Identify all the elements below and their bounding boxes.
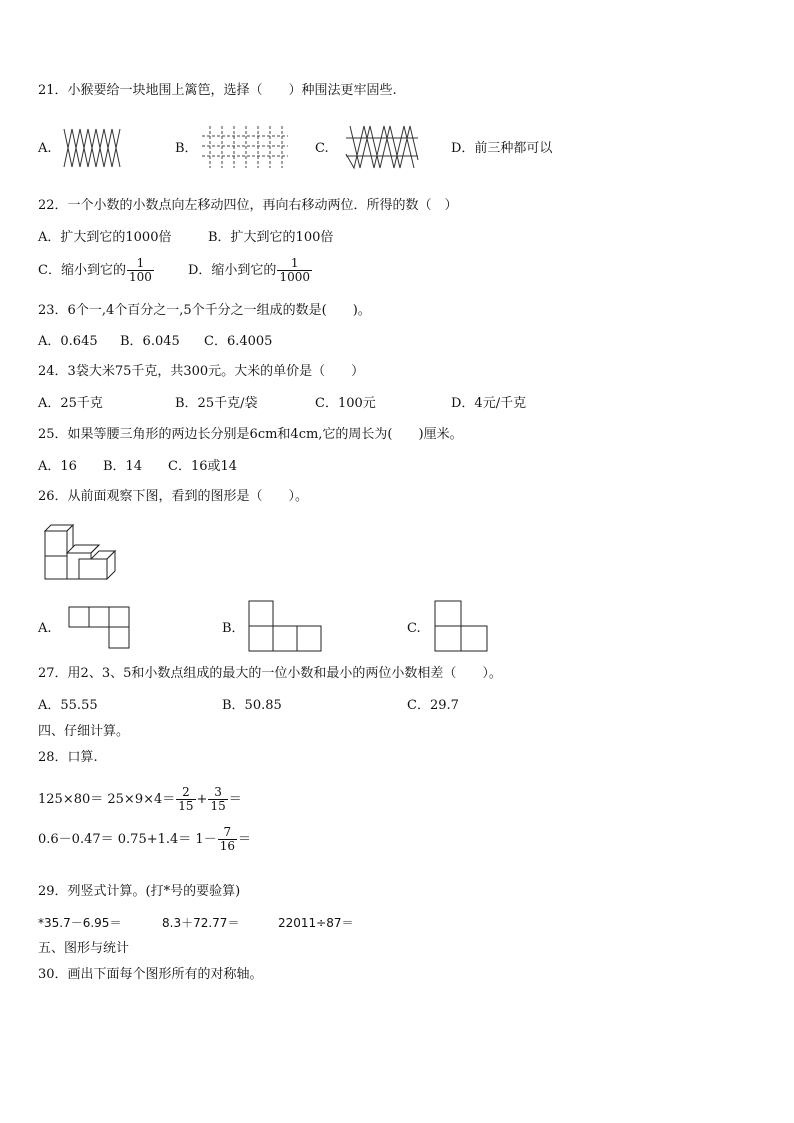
q29-expr-2: 8.3＋72.77＝ — [162, 916, 240, 930]
q21-fence-a-figure — [62, 126, 124, 170]
q28-row-1 — [38, 786, 242, 813]
q24-option-c[interactable]: C．100元 — [315, 396, 376, 411]
q26-stem: 26．从前面观察下图，看到的图形是（ ）。 — [38, 489, 309, 504]
denominator: 16 — [219, 839, 235, 853]
equals-sign: ＝ — [228, 792, 242, 807]
q25-option-a[interactable]: A．16 — [38, 459, 77, 474]
q26-option-b-label[interactable]: B． — [222, 621, 245, 636]
q27-stem: 27．用2、3、5和小数点组成的最大的一位小数和最小的两位小数相差（ ）。 — [38, 666, 502, 681]
q26-cube-stack-figure — [44, 524, 118, 580]
q24-option-d[interactable]: D．4元/千克 — [451, 396, 527, 411]
q26-option-b-figure — [248, 600, 324, 654]
q27-option-c[interactable]: C．29.7 — [407, 698, 459, 713]
numerator: 3 — [208, 786, 227, 800]
q22-option-c-text: C．缩小到它的 — [38, 263, 126, 278]
equals-sign: ＝ — [237, 832, 251, 847]
q28-fraction-7-16 — [218, 826, 237, 853]
section-4-heading: 四、仔细计算。 — [38, 724, 130, 739]
q22-option-d-fraction — [277, 257, 312, 284]
q26-option-c-figure — [434, 600, 490, 654]
q29-expr-1: *35.7－6.95＝ — [38, 916, 122, 930]
q22-option-c[interactable] — [38, 257, 155, 284]
q30-stem: 30．画出下面每个图形所有的对称轴。 — [38, 967, 263, 982]
q22-c-numerator: 1 — [127, 257, 154, 271]
q21-fence-c-figure — [344, 124, 420, 170]
section-5-heading: 五、图形与统计 — [38, 941, 130, 956]
q24-option-a[interactable]: A．25千克 — [38, 396, 103, 411]
q22-option-c-fraction — [127, 257, 154, 284]
q26-option-a-label[interactable]: A. — [38, 621, 52, 636]
q23-option-c[interactable]: C．6.4005 — [204, 334, 273, 349]
q28-expr-5: 0.75+1.4＝ — [117, 832, 192, 847]
q28-expr-2: 25×9×4＝ — [107, 792, 176, 807]
q22-option-b[interactable]: B．扩大到它的100倍 — [208, 230, 334, 245]
q23-stem: 23．6个一,4个百分之一,5个千分之一组成的数是( )。 — [38, 303, 371, 318]
q25-option-c[interactable]: C．16或14 — [168, 459, 238, 474]
plus-sign: + — [196, 792, 208, 807]
q27-option-a[interactable]: A．55.55 — [38, 698, 98, 713]
q22-stem: 22．一个小数的小数点向左移动四位，再向右移动两位．所得的数（ ） — [38, 198, 458, 213]
q25-option-b[interactable]: B．14 — [103, 459, 143, 474]
q28-fraction-3-15 — [208, 786, 227, 813]
q28-row-2 — [38, 826, 251, 853]
q25-stem: 25．如果等腰三角形的两边长分别是6cm和4cm,它的周长为( )厘米。 — [38, 427, 463, 442]
q22-option-a[interactable]: A．扩大到它的1000倍 — [38, 230, 172, 245]
q22-d-numerator: 1 — [277, 257, 312, 271]
q21-option-a-label[interactable]: A. — [38, 141, 52, 156]
q29-expr-3: 22011÷87＝ — [278, 916, 354, 930]
q23-option-b[interactable]: B．6.045 — [120, 334, 180, 349]
denominator: 15 — [178, 799, 194, 813]
q22-option-d-text: D．缩小到它的 — [188, 263, 277, 278]
q29-stem: 29．列竖式计算。(打*号的要验算) — [38, 884, 241, 899]
q28-expr-4: 0.6－0.47＝ — [38, 832, 114, 847]
q21-option-b-label[interactable]: B． — [175, 141, 198, 156]
q26-option-c-label[interactable]: C. — [407, 621, 421, 636]
q22-c-denominator: 100 — [128, 270, 152, 284]
q28-fraction-2-15 — [176, 786, 195, 813]
q23-option-a[interactable]: A．0.645 — [38, 334, 98, 349]
q21-stem: 21．小猴要给一块地围上篱笆，选择（ ）种围法更牢固些. — [38, 83, 397, 98]
q21-fence-b-figure — [200, 124, 290, 170]
q24-stem: 24．3袋大米75千克，共300元。大米的单价是（ ） — [38, 364, 365, 379]
q22-option-d[interactable] — [188, 257, 313, 284]
q21-option-c-label[interactable]: C. — [315, 141, 329, 156]
numerator: 7 — [218, 826, 237, 840]
q28-expr-6: 1－ — [195, 832, 217, 847]
q28-expr-1: 125×80＝ — [38, 792, 104, 807]
q21-option-d[interactable]: D．前三种都可以 — [451, 141, 553, 156]
q22-d-denominator: 1000 — [279, 270, 310, 284]
denominator: 15 — [210, 799, 226, 813]
q24-option-b[interactable]: B．25千克/袋 — [175, 396, 258, 411]
numerator: 2 — [176, 786, 195, 800]
q26-option-a-figure — [68, 606, 132, 650]
q27-option-b[interactable]: B．50.85 — [222, 698, 282, 713]
q28-stem: 28．口算. — [38, 750, 98, 765]
